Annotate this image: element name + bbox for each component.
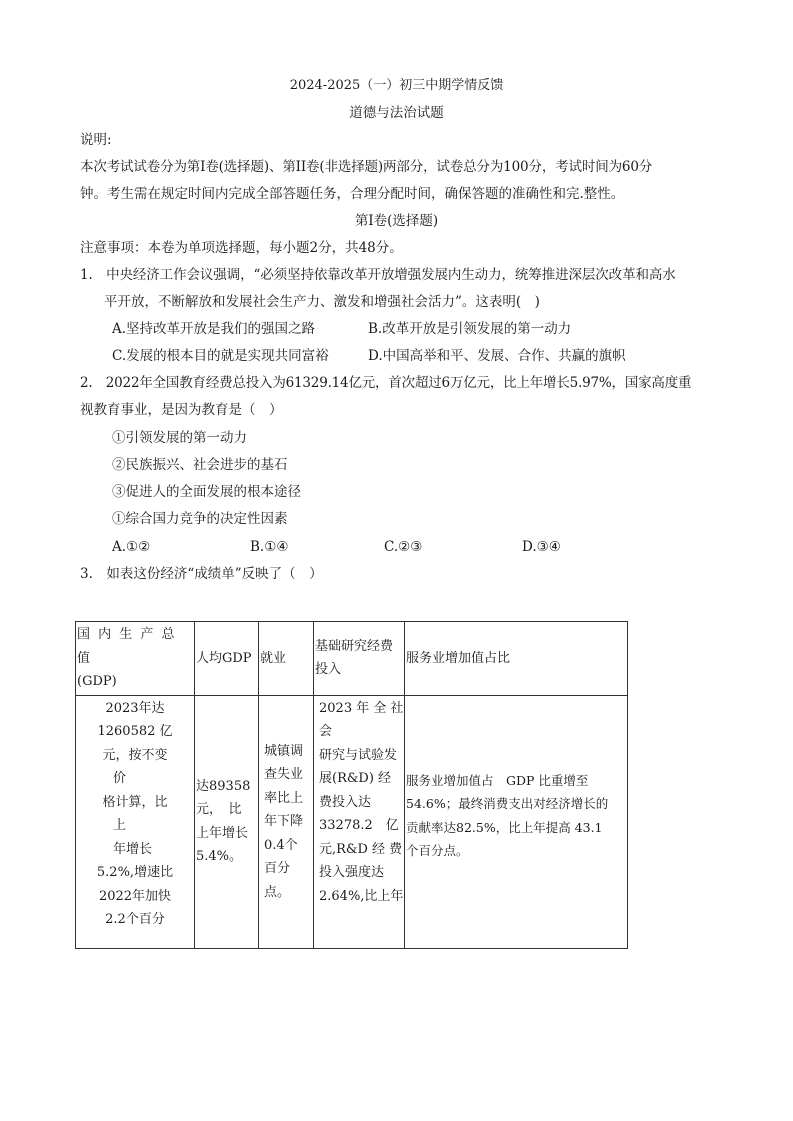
cell-line: 投入强度达 xyxy=(319,865,385,880)
q2-item-2: ②民族振兴、社会进步的基石 xyxy=(112,457,288,473)
header-per-capita: 人均GDP xyxy=(195,622,259,696)
cell-line: 1260582 亿 xyxy=(97,724,173,739)
cell-line: 元,R&D 经 费 xyxy=(319,841,403,857)
q3-stem: 3. 如表这份经济“成绩单”反映了（ ） xyxy=(80,566,323,582)
header-research-line-1: 基础研究经费 xyxy=(315,638,394,654)
cell-line: 33278.2 亿 xyxy=(319,818,399,833)
q2-stem-line-1: 2. 2022年全国教育经费总投入为61329.14亿元，首次超过6万亿元，比上年增长5.97%，国家高度重 xyxy=(80,375,692,391)
table-row xyxy=(76,695,628,949)
cell-line: 5.2%,增速比 xyxy=(96,865,174,880)
section-title: 第Ⅰ卷(选择题) xyxy=(354,213,439,229)
cell-line: 2023年达 xyxy=(105,700,165,716)
q1-stem-line-2: 平开放，不断解放和发展社会生产力、激发和增强社会活力”。这表明( ) xyxy=(104,294,540,310)
cell-line: 百分 xyxy=(264,861,291,876)
cell-employment xyxy=(259,695,314,949)
cell-line: 价 xyxy=(113,771,127,786)
cell-gdp xyxy=(76,695,195,949)
header-research xyxy=(314,622,405,696)
header-gdp-line-1: 国 内 生 产 总 值 xyxy=(77,627,177,666)
q1-option-d: D.中国高举和平、发展、合作、共赢的旗帜 xyxy=(368,348,626,364)
cell-line: 研究与试验发 xyxy=(319,747,398,763)
cell-line: 个百分点。 xyxy=(406,843,469,858)
cell-line: 5.4%。 xyxy=(196,849,243,865)
exam-title: 2024-2025（一）初三中期学情反馈 xyxy=(289,78,504,93)
cell-service xyxy=(405,695,628,949)
header-gdp-line-2: (GDP) xyxy=(77,674,117,689)
cell-line: 54.6%；最终消费支出对经济增长的 xyxy=(406,796,609,811)
cell-line: 展(R&D) 经 xyxy=(319,771,392,786)
cell-line: 年下降 xyxy=(264,814,304,829)
header-employment: 就业 xyxy=(259,622,314,696)
cell-line: 达89358 xyxy=(196,778,251,794)
instructions-label: 说明: xyxy=(80,132,112,148)
cell-line: 0.4个 xyxy=(264,837,298,853)
q2-item-4: ①综合国力竞争的决定性因素 xyxy=(112,511,288,527)
q1-option-b: B.改革开放是引领发展的第一动力 xyxy=(368,321,572,337)
cell-line: 城镇调 xyxy=(264,743,304,759)
cell-per-capita xyxy=(195,695,259,949)
instructions-line-1: 本次考试试卷分为第Ⅰ卷(选择题)、第II卷(非选择题)两部分，试卷总分为100分，考试时间为60分 xyxy=(80,159,653,175)
q1-option-a: A.坚持改革开放是我们的强国之路 xyxy=(112,321,316,337)
cell-line: 费投入达 xyxy=(319,794,372,810)
table-header-row xyxy=(76,622,628,696)
cell-line: 率比上 xyxy=(264,790,304,806)
cell-line: 查失业 xyxy=(264,767,304,782)
instructions-line-2: 钟。考生需在规定时间内完成全部答题任务，合理分配时间，确保答题的准确性和完.整性。 xyxy=(80,186,625,202)
q2-option-b: B.①④ xyxy=(250,539,289,555)
cell-line: 2.64%,比上年 xyxy=(319,888,403,904)
q2-stem-line-2: 视教育事业，是因为教育是（ ） xyxy=(80,402,283,418)
q2-option-c: C.②③ xyxy=(384,539,423,555)
cell-line: 上年增长 xyxy=(196,825,249,841)
cell-line: 会 xyxy=(319,724,333,739)
q1-stem-line-1: 1. 中央经济工作会议强调，“必须坚持依靠改革开放增强发展内生动力，统筹推进深层次改革和高水 xyxy=(80,267,676,283)
cell-line: 元， 比 xyxy=(196,802,242,818)
cell-line: 贡献率达82.5%，比上年提高 43.1 xyxy=(406,819,603,835)
cell-line: 点。 xyxy=(264,884,291,900)
header-service: 服务业增加值占比 xyxy=(405,622,628,696)
q2-option-a: A.①② xyxy=(112,539,151,555)
header-research-line-2: 投入 xyxy=(315,662,342,678)
exam-subtitle: 道德与法治试题 xyxy=(349,105,444,121)
economy-report-table xyxy=(75,621,628,949)
q1-option-c: C.发展的根本目的就是实现共同富裕 xyxy=(112,348,329,364)
cell-line: 元，按不变 xyxy=(102,747,168,763)
cell-line: 上 xyxy=(113,818,127,833)
section-notice: 注意事项：本卷为单项选择题，每小题2分，共48分。 xyxy=(80,240,403,256)
cell-line: 2023 年 全 社 xyxy=(319,700,403,716)
q2-item-1: ①引领发展的第一动力 xyxy=(112,430,247,446)
q2-option-d: D.③④ xyxy=(522,539,561,555)
cell-line: 年增长 xyxy=(113,841,153,857)
cell-line: 格计算，比 xyxy=(102,794,168,810)
cell-line: 2.2个百分 xyxy=(105,912,165,927)
cell-line: 2022年加快 xyxy=(98,888,172,904)
header-gdp xyxy=(76,622,195,696)
cell-line: 服务业增加值占 GDP 比重增至 xyxy=(406,772,589,788)
q2-item-3: ③促进人的全面发展的根本途径 xyxy=(112,484,301,500)
cell-research xyxy=(314,695,405,949)
